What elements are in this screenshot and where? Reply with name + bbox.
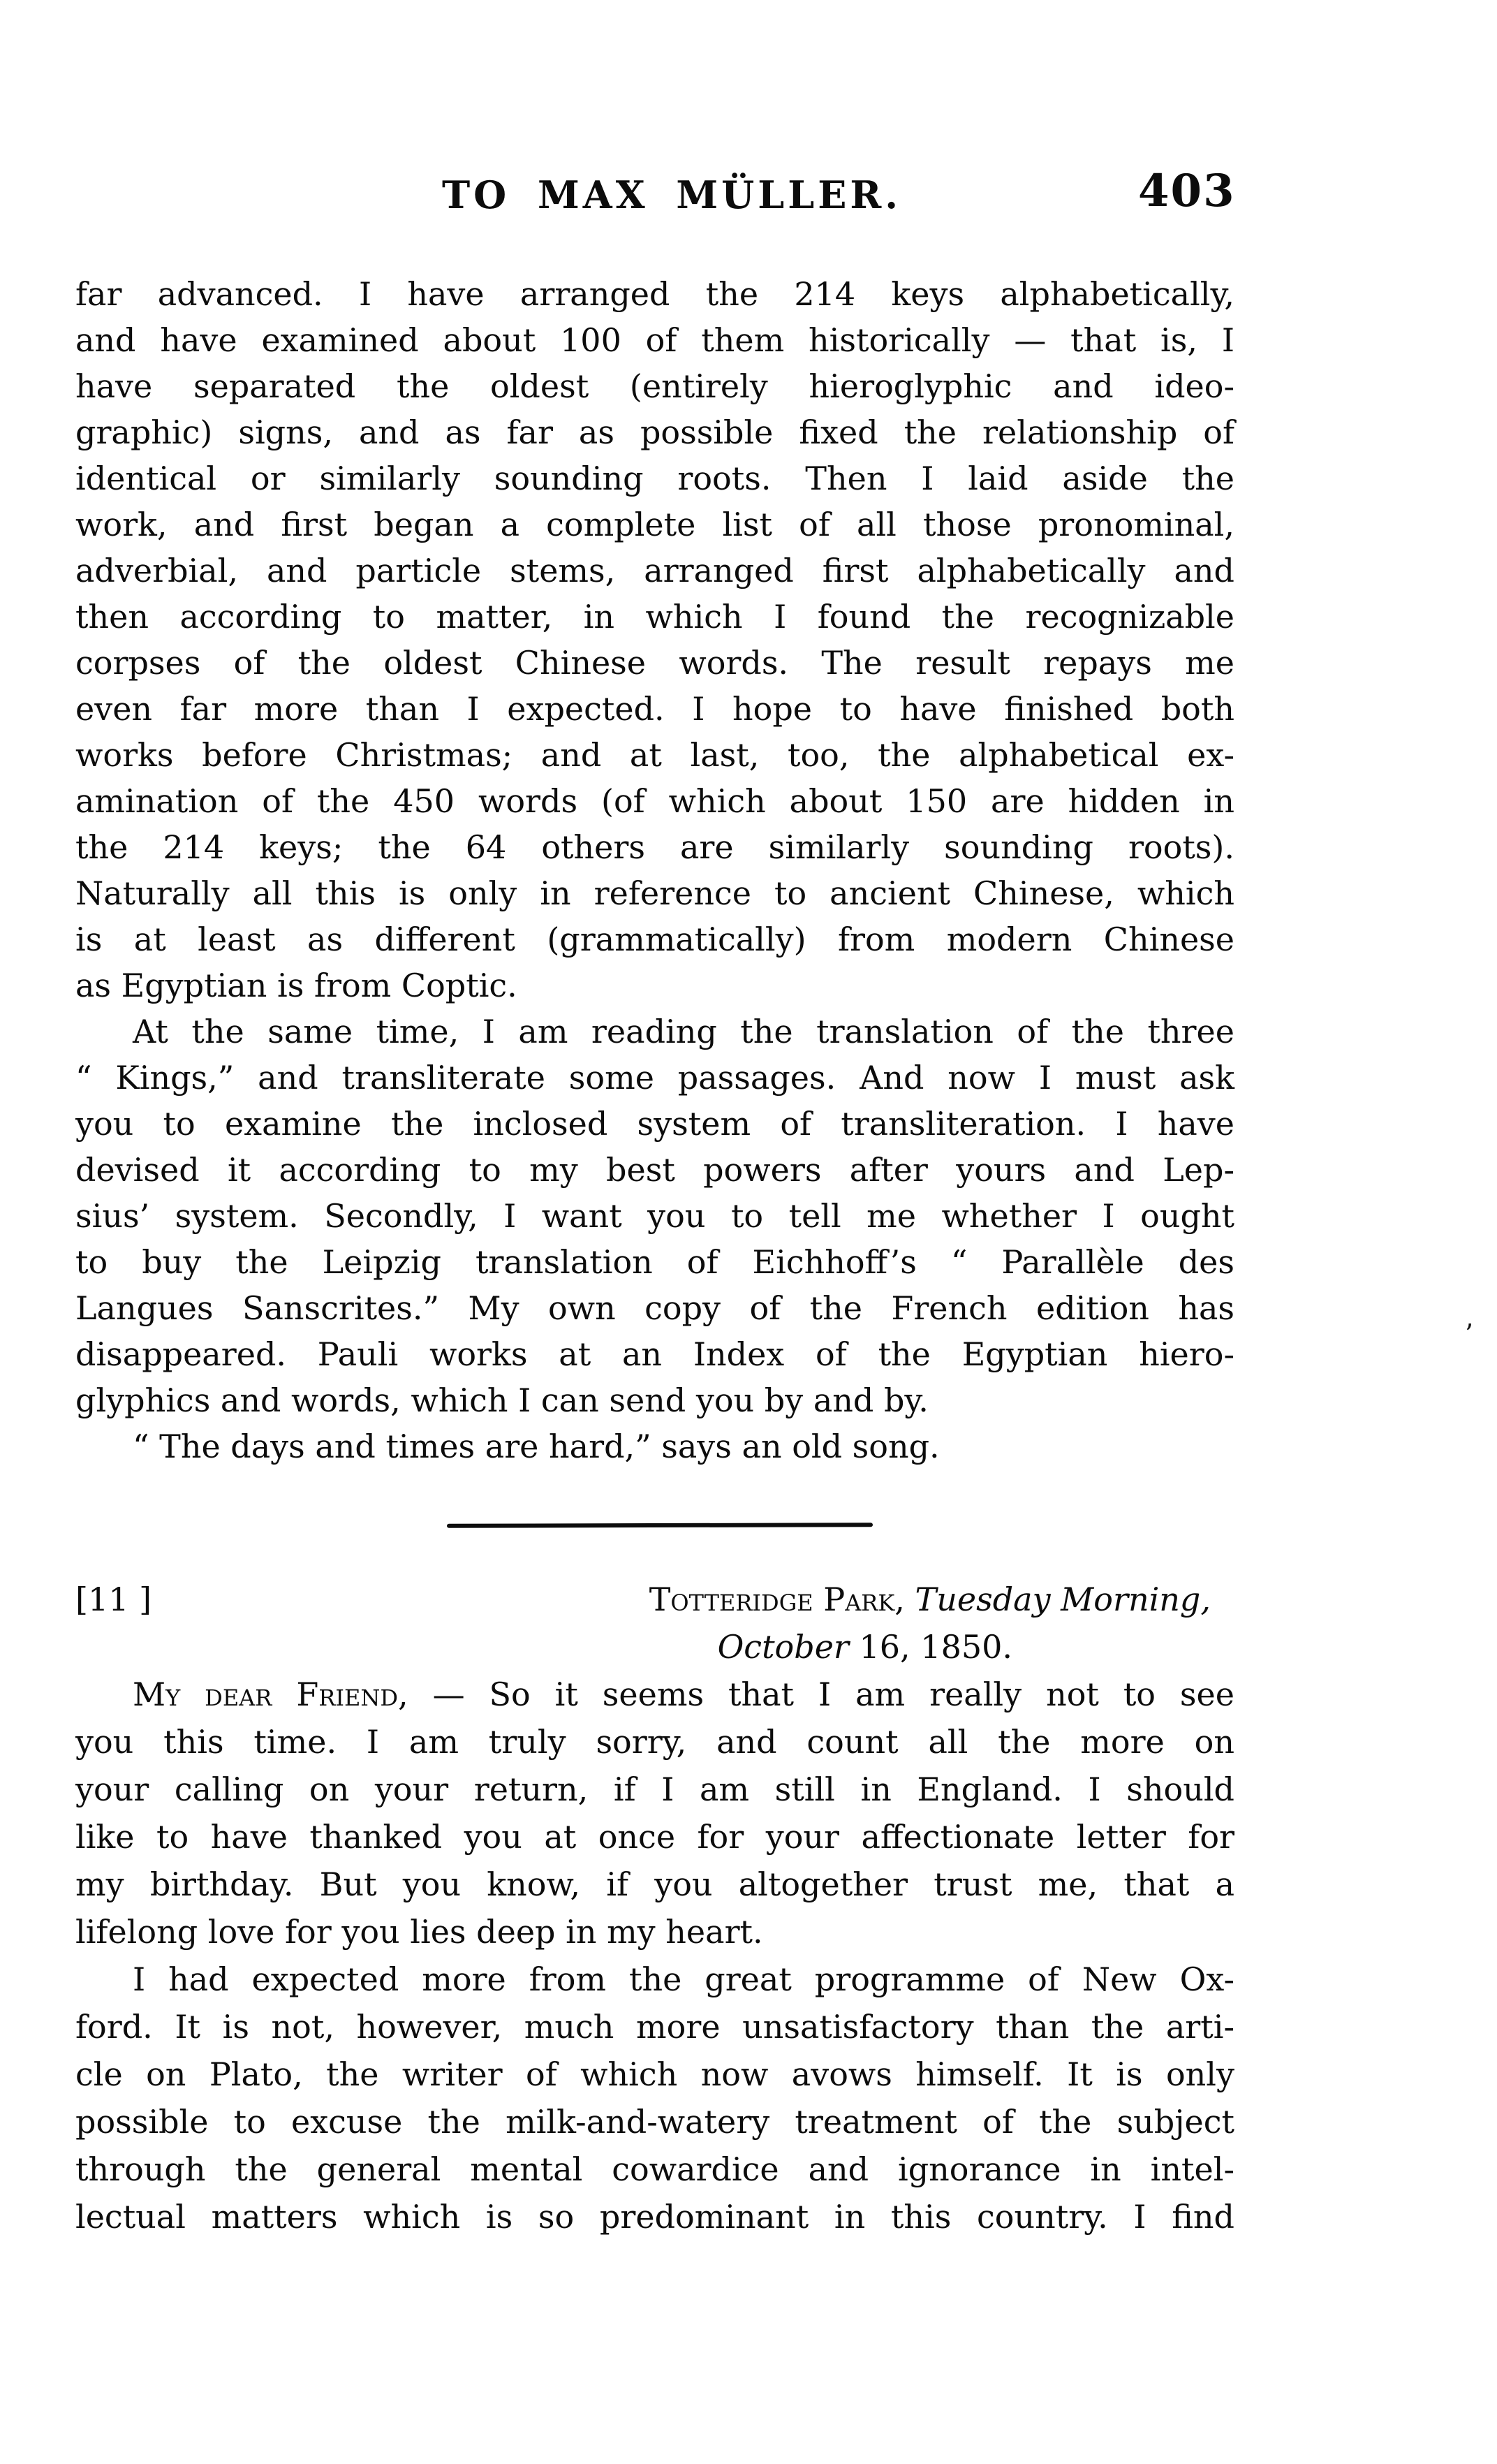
- text-line: to buy the Leipzig translation of Eichhoff’s “ Parallèle des: [75, 1243, 1234, 1281]
- letter-date: 16, 1850.: [848, 1628, 1012, 1666]
- text-line: have separated the oldest (entirely hieroglyphic and ideo-: [75, 367, 1234, 405]
- text-line: and have examined about 100 of them historically — that is, I: [75, 321, 1234, 359]
- text-line: like to have thanked you at once for your affectionate letter for: [75, 1818, 1234, 1856]
- text-line: sius’ system. Secondly, I want you to tell me whether I ought: [75, 1197, 1234, 1235]
- text-line: Naturally all this is only in reference to ancient Chinese, which: [75, 874, 1234, 912]
- text-line: my birthday. But you know, if you altogether trust me, that a: [75, 1865, 1234, 1903]
- letter-11: [75, 1576, 1234, 2241]
- page-number: 403: [1138, 165, 1236, 217]
- text-line: corpses of the oldest Chinese words. The result repays me: [75, 644, 1234, 682]
- song-quote-line: “ The days and times are hard,” says an old song.: [133, 1428, 940, 1465]
- text-line: you this time. I am truly sorry, and count all the more on: [75, 1723, 1234, 1761]
- text-line: devised it according to my best powers after yours and Lep-: [75, 1151, 1234, 1189]
- letter-date-line: [75, 1623, 1234, 1671]
- salutation-continuation: — So it seems that I am really not to see: [408, 1675, 1234, 1713]
- text-line: the 214 keys; the 64 others are similarly sounding roots).: [75, 828, 1234, 866]
- text-line: amination of the 450 words (of which about 150 are hidden in: [75, 782, 1234, 820]
- text-line: you to examine the inclosed system of transliteration. I have: [75, 1105, 1234, 1143]
- text-line: identical or similarly sounding roots. Then I laid aside the: [75, 460, 1234, 497]
- text-line: far advanced. I have arranged the 214 keys alphabetically,: [75, 275, 1234, 313]
- text-line: work, and first began a complete list of all those pronominal,: [75, 506, 1234, 543]
- text-line: adverbial, and particle stems, arranged first alphabetically and: [75, 552, 1234, 589]
- text-line: lifelong love for you lies deep in my heart.: [75, 1913, 763, 1951]
- text-line: possible to excuse the milk-and-watery treatment of the subject: [75, 2103, 1234, 2141]
- running-head-title: TO MAX MÜLLER.: [442, 173, 902, 217]
- section-divider-rule: [447, 1523, 873, 1528]
- text-line: At the same time, I am reading the translation of the three: [133, 1013, 1234, 1050]
- text-line: lectual matters which is so predominant in this country. I find: [75, 2198, 1234, 2236]
- text-line: works before Christmas; and at last, too, the alphabetical ex-: [75, 736, 1234, 774]
- letter-place: Totteridge Park,: [649, 1581, 905, 1618]
- paragraph: [75, 1009, 1234, 1423]
- letter-heading-line: [75, 1576, 1234, 1623]
- text-line: disappeared. Pauli works at an Index of the Egyptian hiero-: [75, 1335, 1234, 1373]
- text-line: is at least as different (grammatically) from modern Chinese: [75, 921, 1234, 958]
- letter-place-dateline: [649, 1576, 1211, 1623]
- text-line: “ Kings,” and transliterate some passages. And now I must ask: [75, 1059, 1234, 1097]
- text-line: glyphics and words, which I can send you by and by.: [75, 1381, 929, 1419]
- ink-speck-mark: ’: [1465, 1319, 1474, 1349]
- text-line: as Egyptian is from Coptic.: [75, 967, 517, 1004]
- letter-day: Tuesday Morning,: [904, 1581, 1211, 1618]
- text-line: ford. It is not, however, much more unsatisfactory than the arti-: [75, 2008, 1234, 2046]
- letter-number: [11 ]: [75, 1581, 152, 1618]
- text-line: through the general mental cowardice and ignorance in intel-: [75, 2150, 1234, 2188]
- text-line: cle on Plato, the writer of which now avows himself. It is only: [75, 2055, 1234, 2093]
- text-line: then according to matter, in which I found the recognizable: [75, 598, 1234, 636]
- text-line: your calling on your return, if I am still in England. I should: [75, 1770, 1234, 1808]
- text-line: even far more than I expected. I hope to have finished both: [75, 690, 1234, 728]
- paragraph: [75, 1956, 1234, 2241]
- paragraph-continued: [75, 271, 1234, 1009]
- text-line: Langues Sanscrites.” My own copy of the French edition has: [75, 1289, 1234, 1327]
- salutation: My dear Friend,: [133, 1675, 408, 1713]
- text-line: graphic) signs, and as far as possible fixed the relationship of: [75, 413, 1234, 451]
- letter-month: October: [717, 1628, 849, 1666]
- paragraph: [75, 1718, 1234, 1956]
- salutation-line: [75, 1671, 1234, 1718]
- letter-continuation-text: [75, 271, 1234, 1469]
- text-line: I had expected more from the great programme of New Ox-: [133, 1960, 1234, 1998]
